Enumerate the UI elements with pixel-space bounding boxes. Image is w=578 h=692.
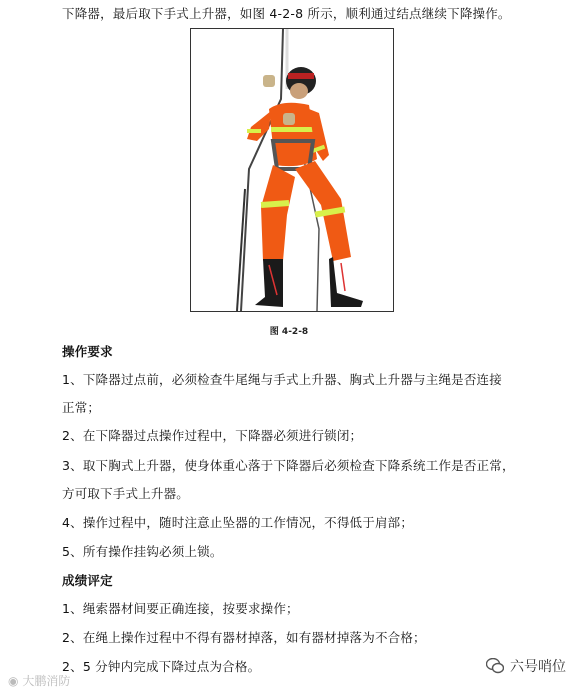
wechat-icon [486,658,504,674]
requirement-line: 正常； [62,400,101,415]
firefighter-rappelling-illustration [191,29,393,311]
watermark-left-text: 大鹏消防 [22,674,71,688]
watermark-left [8,672,70,689]
figure-photo [190,28,394,312]
watermark-right [486,656,566,676]
evaluation-line: 2、5 分钟内完成下降过点为合格。 [62,659,261,674]
requirements-heading: 操作要求 [62,344,113,359]
requirement-line: 5、所有操作挂钩必须上锁。 [62,544,223,559]
requirement-line: 3、取下胸式上升器，使身体重心落于下降器后必须检查下降系统工作是否正常， [62,458,515,473]
watermark-right-text: 六号哨位 [510,659,566,675]
weibo-icon: ◉ [8,674,19,688]
intro-line: 下降器，最后取下手式上升器，如图 4-2-8 所示，顺利通过结点继续下降操作。 [62,6,511,21]
evaluation-heading: 成绩评定 [62,573,113,588]
requirement-line: 方可取下手式上升器。 [62,486,190,501]
requirement-line: 2、在下降器过点操作过程中，下降器必须进行锁闭； [62,428,363,443]
requirement-line: 1、下降器过点前，必须检查牛尾绳与手式上升器、胸式上升器与主绳是否连接 [62,372,502,387]
requirement-line: 4、操作过程中，随时注意止坠器的工作情况，不得低于肩部； [62,515,414,530]
evaluation-line: 2、在绳上操作过程中不得有器材掉落，如有器材掉落为不合格； [62,630,426,645]
evaluation-line: 1、绳索器材间要正确连接，按要求操作； [62,601,299,616]
figure-caption: 图 4-2-8 [269,327,309,337]
